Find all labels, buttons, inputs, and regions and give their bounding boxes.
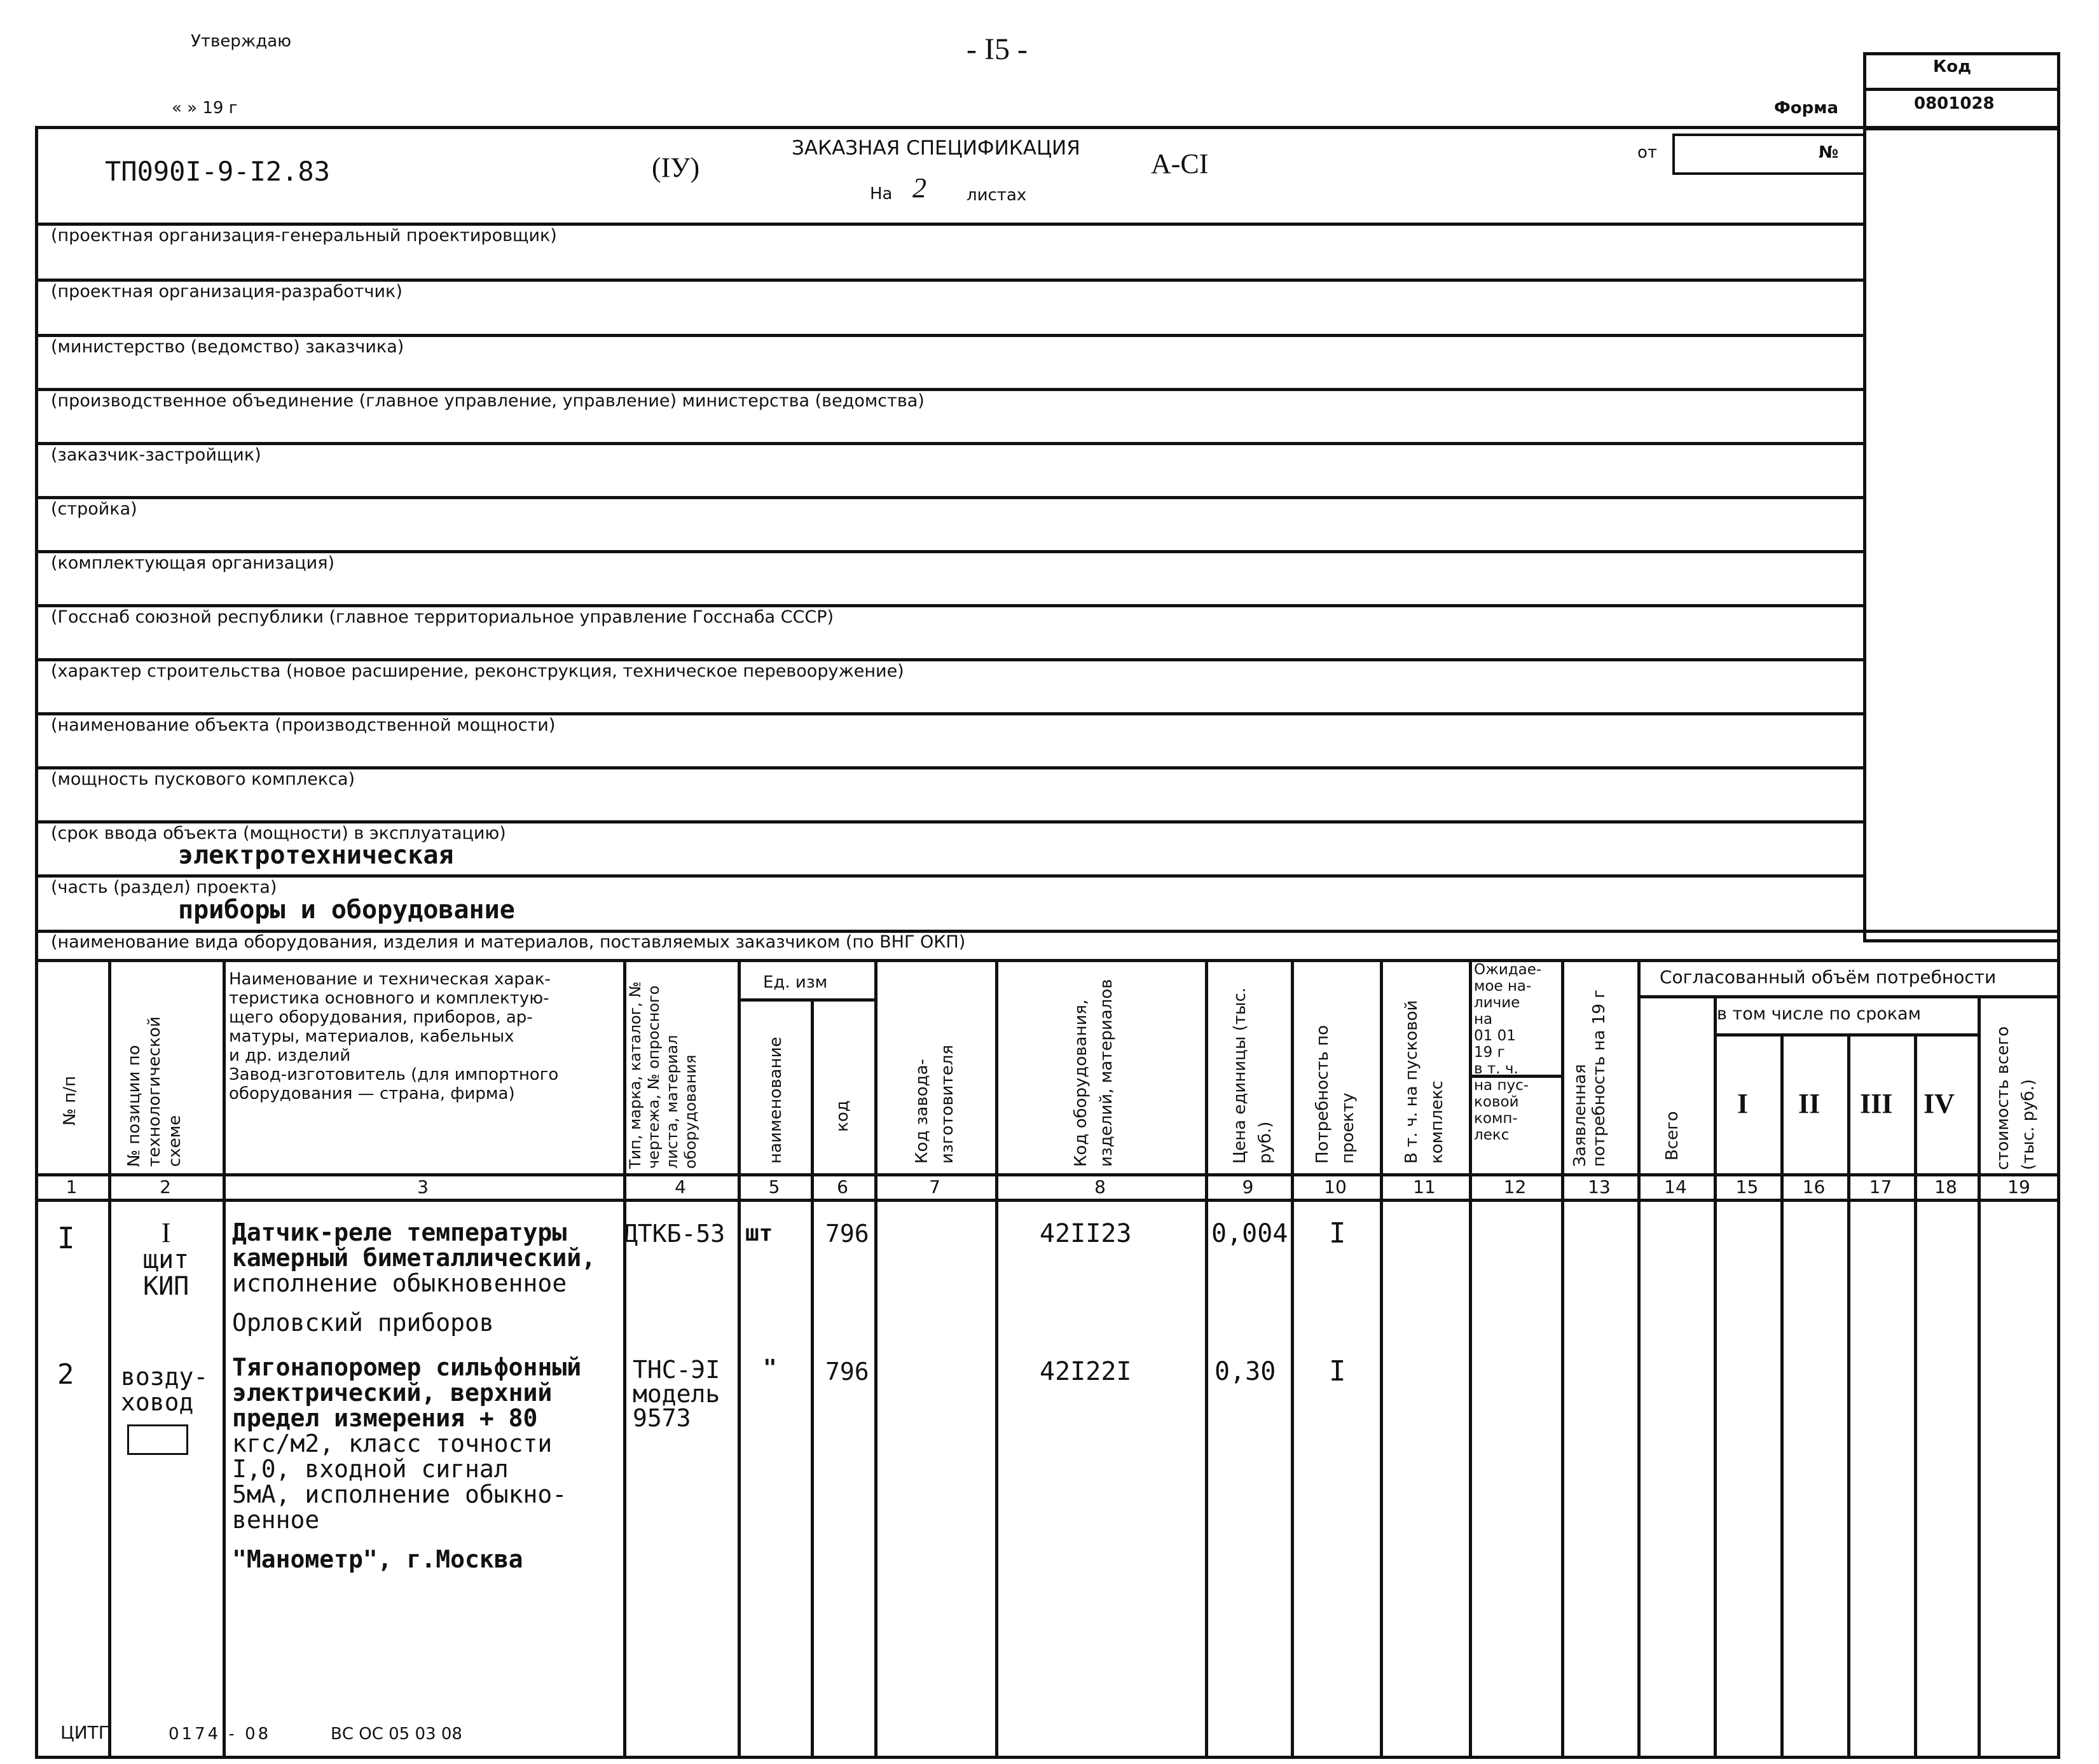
hdr-type: Тип, марка, каталог, № чертежа, № опросного листа, материал оборудования [626,981,699,1169]
field-equipment-kind: (наименование вида оборудования, изделия и материалов, поставляемых заказчиком (по ВНГ ОКП) [51,932,966,952]
hdr-startup: В т. ч. на пусковой комплекс [1402,1000,1447,1164]
colnum-5: 5 [768,1176,780,1197]
colnum-7: 7 [929,1176,940,1197]
field-association: (производственное объединение (главное управление, управление) министерства (ведомства) [51,391,925,411]
field-object-name: (наименование объекта (производственной мощности) [51,715,556,735]
row-price: 0,004 [1211,1219,1288,1248]
hdr-cost: стоимость всего (тыс. руб.) [1993,1026,2038,1170]
instrument-symbol [127,1424,188,1455]
row-type: ТНС-ЭI модель 9573 [633,1356,720,1432]
hdr-n: № п/п [60,1075,79,1126]
part-value: электротехническая [178,841,454,870]
forma-label: Форма [1774,99,1839,118]
field-gossnab: (Госснаб союзной республики (главное территориальное управление Госснаба СССР) [51,607,834,627]
row-number: I [57,1221,75,1255]
hdr-name: Наименование и техническая харак- теристика основного и комплектую- щего оборудования, приборов, ар- матуры, материалов, кабельных и др. изделий Завод-изготовитель (для импортного оборудования — страна, фирма) [229,970,559,1103]
colnum-12: 12 [1503,1176,1527,1197]
field-general-designer: (проектная организация-генеральный проектировщик) [51,226,557,245]
row-description: Датчик-реле температуры камерный биметаллический, исполнение обыкновенное Орловский приборов [232,1218,596,1337]
row-type: ДТКБ-53 [623,1220,726,1248]
hdr-q3: III [1860,1088,1893,1119]
hdr-total: Всего [1663,1111,1682,1161]
hdr-q4: IV [1924,1088,1955,1119]
na-label: На [870,184,893,203]
row-position: возду- ховод [121,1363,209,1416]
spec-code: А-СI [1151,148,1209,179]
page-number: - I5 - [967,32,1028,66]
row-unit: " [763,1355,777,1381]
colnum-14: 14 [1664,1176,1687,1197]
colnum-17: 17 [1869,1176,1892,1197]
hdr-q2: II [1798,1088,1820,1119]
colnum-15: 15 [1735,1176,1759,1197]
colnum-13: 13 [1588,1176,1611,1197]
album-number: (IУ) [652,152,700,183]
field-construction-type: (характер строительства (новое расширение, реконструкция, техническое перевооружение) [51,661,904,681]
field-capacity: (мощность пускового комплекса) [51,769,355,789]
hdr-item-code: Код оборудования, изделий, материалов [1071,979,1116,1167]
hdr-unit-name: наименование [766,1037,785,1164]
colnum-11: 11 [1413,1176,1436,1197]
row-unit-code: 796 [825,1220,869,1248]
approve-date: « » 19 г [172,99,238,118]
colnum-16: 16 [1802,1176,1826,1197]
colnum-1: 1 [65,1176,78,1197]
sheets-count: 2 [912,172,926,203]
colnum-19: 19 [2007,1176,2030,1197]
field-part: (часть (раздел) проекта) [51,878,277,897]
row-price: 0,30 [1215,1357,1276,1386]
hdr-position: № позиции по технологической схеме [125,1016,184,1167]
colnum-6: 6 [837,1176,848,1197]
footer-org: ЦИТП [60,1722,112,1743]
colnum-3: 3 [417,1176,429,1197]
row-manufacturer: Орловский приборов [232,1309,494,1337]
listah-label: листах [967,186,1027,205]
no-label: № [1819,143,1839,162]
row-description: Тягонапоромер сильфонный электрический, верхний предел измерения + 80 кгс/м2, класс точности I,0, входной сигнал 5мА, исполнение обыкно- венное "Манометр", г.Москва [232,1353,582,1573]
footer-code: ВС ОС 05 03 08 [331,1725,462,1744]
field-construction: (стройка) [51,499,137,519]
row-position: I щит КИП [143,1217,189,1301]
colnum-18: 18 [1934,1176,1957,1197]
colnum-10: 10 [1324,1176,1347,1197]
hdr-agreed: Согласованный объём потребности [1660,967,1997,988]
colnum-9: 9 [1242,1176,1254,1197]
footer-num: 0174 - 08 [169,1725,272,1744]
row-item-code: 42I22I [1040,1357,1132,1386]
row-number: 2 [57,1358,74,1391]
row-unit: шт [745,1220,773,1246]
kod-label: Код [1933,57,1972,76]
hdr-price: Цена единицы (тыс. руб.) [1230,987,1275,1164]
field-completing-org: (комплектующая организация) [51,553,334,573]
hdr-unit-code: код [833,1100,852,1132]
colnum-8: 8 [1094,1176,1106,1197]
approve-label: Утверждаю [191,32,292,51]
forma-code: 0801028 [1914,94,1995,113]
row-item-code: 42II23 [1040,1219,1132,1248]
row-unit-code: 796 [825,1358,869,1386]
hdr-need: Потребность по проекту [1313,1025,1358,1164]
spec-title: ЗАКАЗНАЯ СПЕЦИФИКАЦИЯ [792,137,1080,160]
field-customer: (заказчик-застройщик) [51,445,261,465]
hdr-factory-code: Код завода-изготовителя [912,1045,957,1164]
row-qty: I [1329,1355,1346,1388]
hdr-expected: Ожидае- мое на- личие на 01 01 19 г в т. ч. на пус- ковой комп- лекс [1474,961,1542,1143]
field-commissioning: (срок ввода объекта (мощности) в эксплуатацию) [51,823,506,843]
hdr-declared: Заявленная потребность на 19 г [1571,989,1609,1167]
field-ministry: (министерство (ведомство) заказчика) [51,337,404,357]
hdr-terms: в том числе по срокам [1717,1004,1921,1024]
row-manufacturer: "Манометр", г.Москва [232,1545,523,1573]
hdr-unit-group: Ед. изм [763,973,828,992]
colnum-4: 4 [675,1176,686,1197]
colnum-2: 2 [160,1176,171,1197]
row-qty: I [1329,1217,1346,1250]
doc-code: ТП090I-9-I2.83 [105,156,331,187]
field-developer: (проектная организация-разработчик) [51,282,403,301]
equipment-value: приборы и оборудование [178,895,515,925]
hdr-q1: I [1737,1088,1749,1119]
ot-label: от [1637,143,1658,162]
